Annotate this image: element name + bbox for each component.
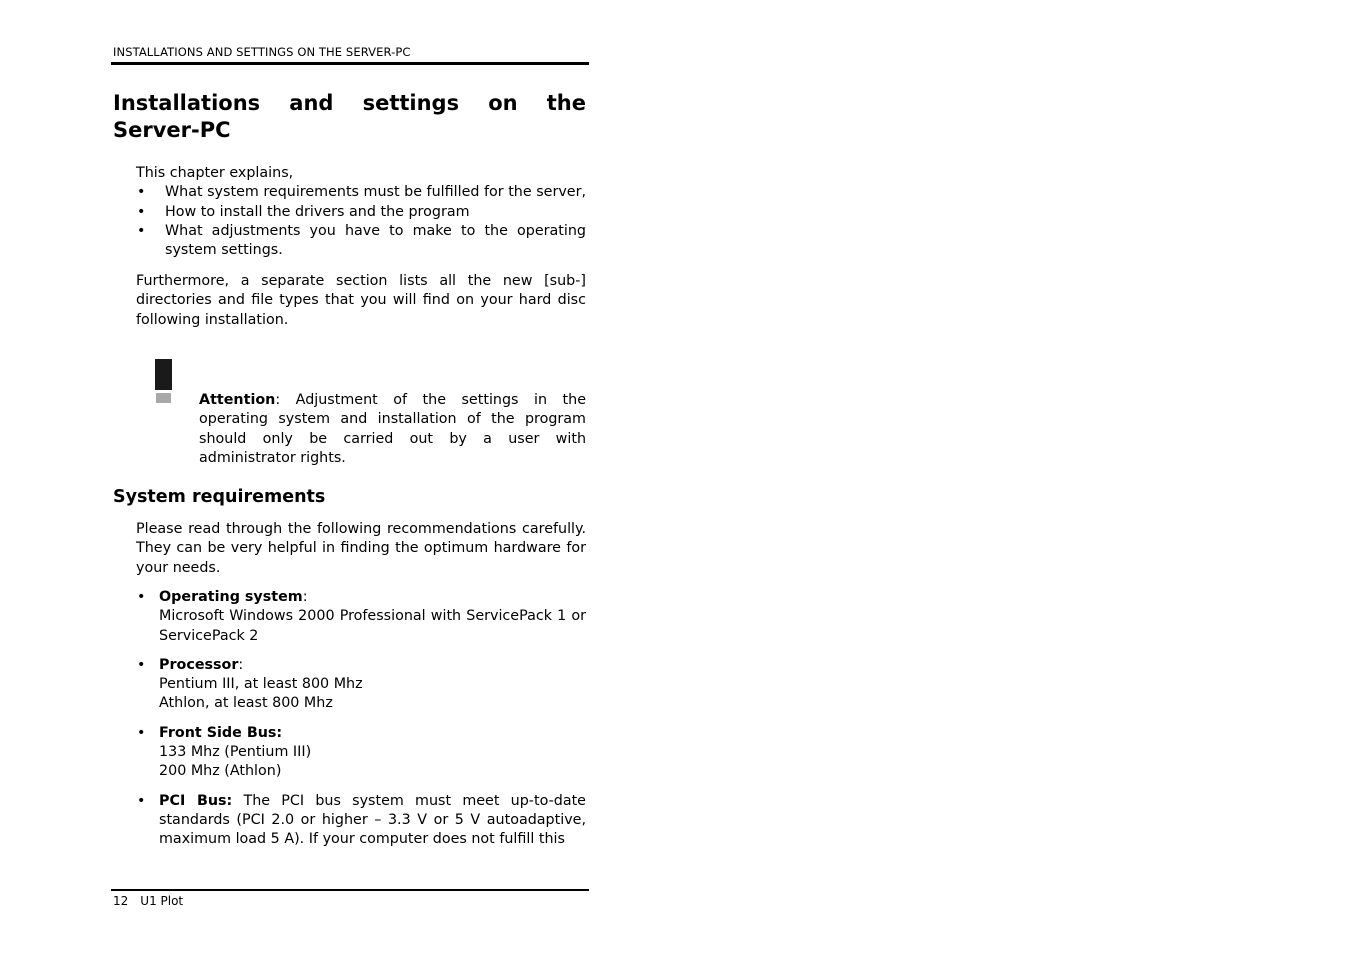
requirement-value: 133 Mhz (Pentium III) bbox=[159, 744, 312, 761]
running-header: INSTALLATIONS AND SETTINGS ON THE SERVER-PC bbox=[113, 45, 411, 59]
chapter-title: Installations and settings on the Server-PC bbox=[113, 91, 586, 142]
requirement-value: Athlon, at least 800 Mhz bbox=[159, 695, 333, 712]
list-item: • Operating system: Microsoft Windows 2000 Professional with ServicePack 1 or ServicePack 2 bbox=[136, 588, 586, 646]
requirements-list bbox=[136, 588, 586, 860]
list-item bbox=[136, 792, 586, 850]
list-item: • How to install the drivers and the program bbox=[136, 203, 586, 222]
list-item: • Processor: Pentium III, at least 800 Mhz Athlon, at least 800 Mhz bbox=[136, 656, 586, 714]
requirement-value: Microsoft Windows 2000 Professional with ServicePack 1 or ServicePack 2 bbox=[159, 608, 586, 644]
header-rule bbox=[111, 62, 589, 65]
footer-product: U1 Plot bbox=[140, 894, 184, 908]
attention-label: Attention bbox=[199, 392, 276, 408]
section-title: System requirements bbox=[113, 487, 326, 507]
attention-note bbox=[199, 391, 586, 468]
list-item bbox=[136, 724, 586, 782]
intro-bullet-list bbox=[136, 183, 586, 260]
requirement-value: 200 Mhz (Athlon) bbox=[159, 763, 282, 780]
intro-lead: This chapter explains, bbox=[136, 165, 294, 181]
intro-section bbox=[136, 164, 586, 260]
page-number: 12 bbox=[113, 894, 129, 908]
paragraph-directories: Furthermore, a separate section lists all the new [sub-] directories and file types that you will find on your hard disc following installation. bbox=[136, 273, 586, 328]
requirement-value: The PCI bus system must meet up-to-date standards (PCI 2.0 or higher – 3.3 V or 5 V autoadaptive, maximum load 5 A). If your computer does not fulfill this bbox=[159, 792, 586, 848]
attention-text: : Adjustment of the settings in the operating system and installation of the program should only be carried out by a user with administrator rights. bbox=[199, 392, 586, 466]
list-item: • What system requirements must be fulfilled for the server, bbox=[136, 183, 586, 202]
requirement-title: Front Side Bus: bbox=[159, 724, 283, 741]
requirement-title: PCI Bus: bbox=[159, 792, 233, 809]
list-item: • What adjustments you have to make to the operating system settings. bbox=[136, 222, 586, 261]
attention-icon bbox=[155, 359, 172, 403]
requirement-title: Processor bbox=[159, 656, 239, 673]
requirement-value: Pentium III, at least 800 Mhz bbox=[159, 676, 363, 693]
footer-rule bbox=[111, 889, 589, 891]
page-footer bbox=[113, 894, 183, 908]
requirement-title: Operating system bbox=[159, 589, 303, 605]
paragraph-recommendations: Please read through the following recommendations carefully. They can be very helpful in finding the optimum hardware for your needs. bbox=[136, 521, 586, 576]
